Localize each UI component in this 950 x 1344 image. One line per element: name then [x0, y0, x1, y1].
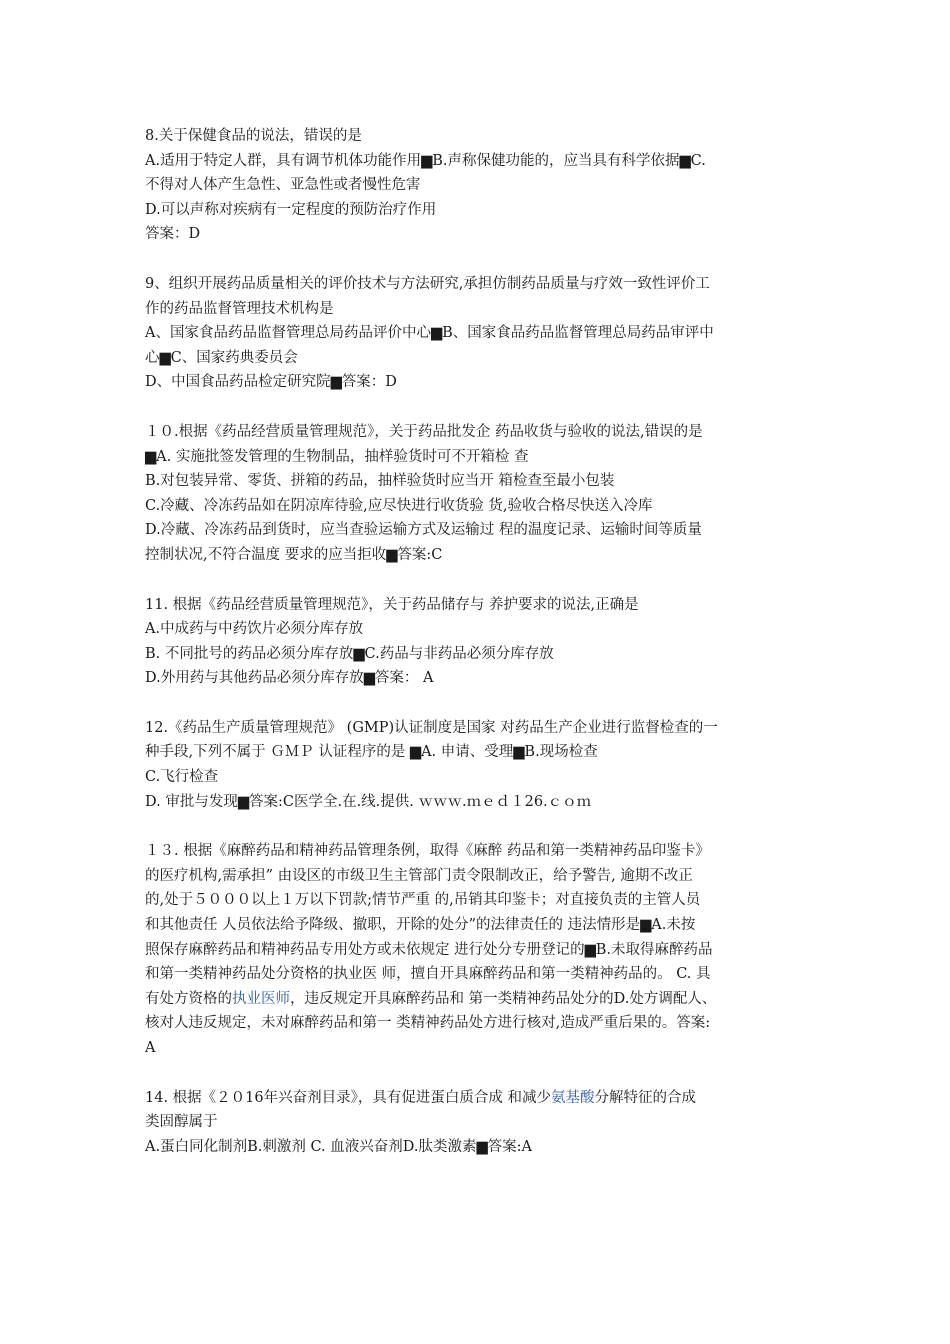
text-line: 11. 根据《药品经营质量管理规范》，关于药品储存与 养护要求的说法,正确是 — [145, 596, 639, 613]
text-segment: 有处方资格的 — [145, 990, 232, 1007]
link-amino-acid[interactable]: 氨基酸 — [550, 1089, 595, 1106]
text-line: １０.根据《药品经营质量管理规范》，关于药品批发企 药品收货与验收的说法,错误的是 — [145, 423, 703, 440]
text-line: A、国家食品药品监督管理总局药品评价中心▆B、国家食品药品监督管理总局药品审评中 — [145, 325, 714, 342]
answer-line: D.外用药与其他药品必须分库存放▆答案： A — [145, 670, 434, 687]
text-line: 不得对人体产生急性、亚急性或者慢性危害 — [145, 177, 421, 194]
text-segment: 14. 根据《２０16年兴奋剂目录》，具有促进蛋白质合成 和减少 — [145, 1089, 551, 1106]
text-line: B.对包装异常、零货、拼箱的药品，抽样验货时应当开 箱检查至最小包装 — [145, 473, 615, 490]
document-body — [145, 124, 810, 1184]
text-line: D.可以声称对疾病有一定程度的预防治疗作用 — [145, 201, 437, 218]
link-licensed-physician[interactable]: 执业医师 — [232, 990, 290, 1007]
answer-line: A.蛋白同化制剂B.刺激剂 C. 血液兴奋剂D.肽类激素▆答案:A — [145, 1138, 532, 1155]
text-segment: 分解特征的合成 — [594, 1089, 696, 1106]
question-14 — [145, 1086, 810, 1160]
answer-line: D. 审批与发现▆答案:C医学全.在.线.提供. ｗｗｗ.ｍｅｄ１26.ｃｏｍ — [145, 793, 592, 810]
answer-line: 控制状况,不符合温度 要求的应当拒收▆答案:C — [145, 546, 443, 563]
answer-line: 答案：D — [145, 226, 201, 243]
text-line: 作的药品监督管理技术机构是 — [145, 300, 334, 317]
question-12 — [145, 716, 810, 814]
answer-line: D、中国食品药品检定研究院▆答案：D — [145, 374, 397, 391]
text-line: 核对人违反规定，未对麻醉药品和第一 类精神药品处方进行核对,造成严重后果的。答案: — [145, 1015, 711, 1032]
text-line: 种手段,下列不属于 ＧＭＰ 认证程序的是 ▆A. 申请、受理▆B.现场检查 — [145, 744, 598, 761]
text-segment: ，违反规定开具麻醉药品和 第一类精神药品处分的D.处方调配人、 — [290, 990, 717, 1007]
question-13 — [145, 839, 810, 1060]
text-line: 的,处于５０００以上１万以下罚款;情节严重 的,吊销其印鉴卡；对直接负责的主管人员 — [145, 892, 701, 909]
text-line: 9、组织开展药品质量相关的评价技术与方法研究,承担仿制药品质量与疗效一致性评价工 — [145, 275, 710, 292]
text-line: 和其他责任 人员依法给予降级、撤职，开除的处分”的法律责任的 违法情形是▆A.未按 — [145, 917, 696, 934]
text-line: 和第一类精神药品处分资格的执业医 师，擅自开具麻醉药品和第一类精神药品的。 C. 具 — [145, 966, 711, 983]
answer-line: A — [145, 1040, 156, 1056]
text-line: 12.《药品生产质量管理规范》 (GMP)认证制度是国家 对药品生产企业进行监督检查的一 — [145, 719, 718, 736]
question-8 — [145, 124, 810, 247]
question-9 — [145, 272, 810, 395]
text-line: 的医疗机构,需承担” 由设区的市级卫生主管部门责令限制改正，给予警告, 逾期不改正 — [145, 867, 693, 884]
text-line: 8.关于保健食品的说法，错误的是 — [145, 128, 362, 144]
text-line: C.飞行检查 — [145, 769, 219, 786]
text-line: A.适用于特定人群，具有调节机体功能作用▆B.声称保健功能的，应当具有科学依据▆C. — [145, 152, 706, 169]
text-line: C.冷藏、冷冻药品如在阴凉库待验,应尽快进行收货验 货,验收合格尽快送入冷库 — [145, 497, 653, 514]
text-line: A.中成药与中药饮片必须分库存放 — [145, 621, 364, 638]
text-line: 心▆C、国家药典委员会 — [145, 349, 298, 366]
question-11 — [145, 593, 810, 691]
text-line-with-link — [145, 987, 810, 1012]
text-line: B. 不同批号的药品必须分库存放▆C.药品与非药品必须分库存放 — [145, 645, 554, 662]
question-10 — [145, 420, 810, 568]
text-line-with-link — [145, 1086, 810, 1111]
text-line: １３. 根据《麻醉药品和精神药品管理条例，取得《麻醉 药品和第一类精神药品印鉴卡》 — [145, 843, 710, 860]
text-line: 类固醇属于 — [145, 1114, 218, 1131]
text-line: 照保存麻醉药品和精神药品专用处方或未依规定 进行处分专册登记的▆B.未取得麻醉药品 — [145, 941, 713, 958]
text-line: ▆A. 实施批签发管理的生物制品，抽样验货时可不开箱检 查 — [145, 448, 529, 465]
text-line: D.冷藏、冷冻药品到货时，应当查验运输方式及运输过 程的温度记录、运输时间等质量 — [145, 522, 702, 539]
